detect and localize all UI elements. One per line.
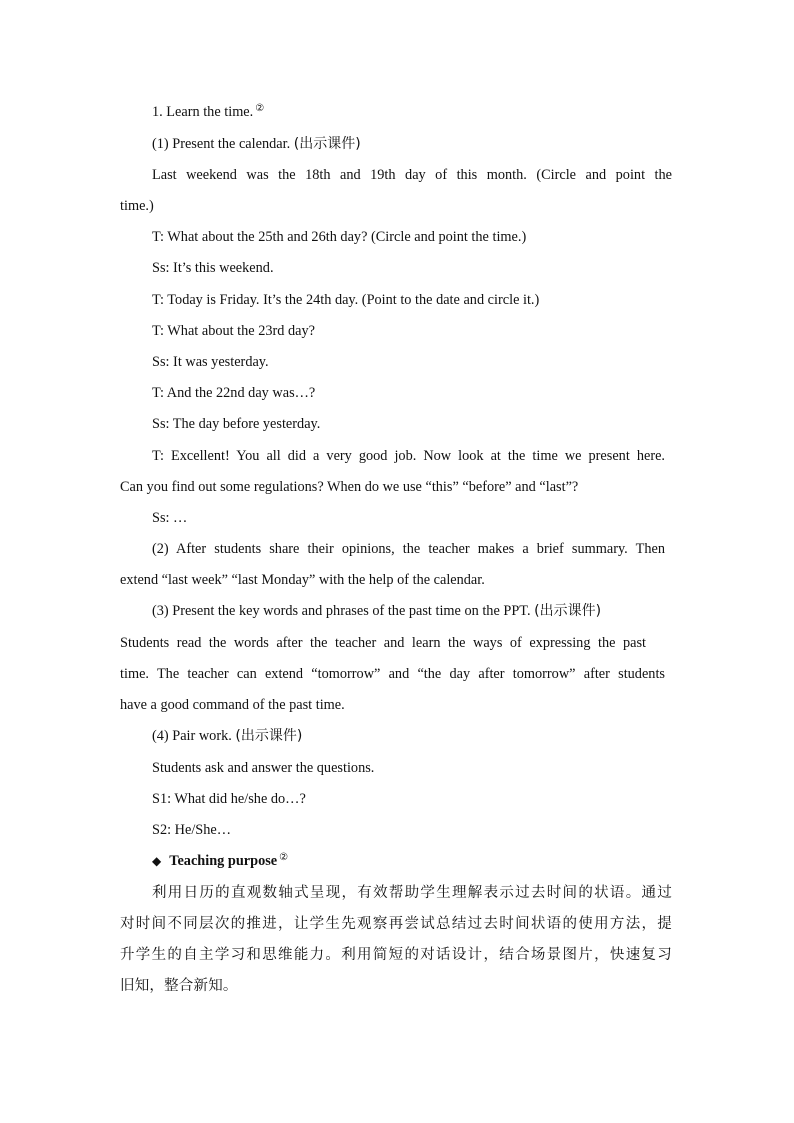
section-heading bbox=[152, 103, 264, 121]
diamond-bullet-icon: ◆ bbox=[152, 854, 162, 868]
paragraph-line: time.) bbox=[120, 198, 154, 214]
chinese-paragraph-line: 升学生的自主学习和思维能力。利用简短的对话设计，结合场景图片，快速复习 bbox=[120, 947, 672, 963]
paragraph-line: Can you find out some regulations? When do we use “this” “before” and “last”? bbox=[120, 479, 579, 495]
courseware-note: (出示课件) bbox=[235, 728, 303, 744]
purpose-title: Teaching purpose bbox=[169, 853, 278, 869]
line-text: (4) Pair work. bbox=[152, 728, 236, 744]
dialogue-line: Ss: It was yesterday. bbox=[152, 354, 269, 370]
paragraph-line: Last weekend was the 18th and 19th day of this month. (Circle and point the bbox=[152, 167, 672, 183]
teaching-purpose-heading bbox=[152, 852, 288, 870]
paragraph-line: have a good command of the past time. bbox=[120, 697, 345, 713]
line-text: (1) Present the calendar. bbox=[152, 136, 294, 152]
chinese-paragraph-line: 旧知，整合新知。 bbox=[120, 978, 238, 994]
paragraph-line: Students ask and answer the questions. bbox=[152, 760, 375, 776]
dialogue-line: Ss: It’s this weekend. bbox=[152, 260, 274, 276]
dialogue-line: T: And the 22nd day was…? bbox=[152, 385, 316, 401]
step-4-line bbox=[152, 727, 302, 745]
courseware-note: (出示课件) bbox=[534, 603, 602, 619]
footnote-marker: ② bbox=[279, 852, 289, 863]
dialogue-line: Ss: … bbox=[152, 510, 188, 526]
dialogue-line: S1: What did he/she do…? bbox=[152, 791, 306, 807]
courseware-note: (出示课件) bbox=[293, 136, 361, 152]
line-text: 1. Learn the time. bbox=[152, 104, 254, 120]
footnote-marker: ② bbox=[255, 103, 265, 114]
paragraph-line: Students read the words after the teacher and learn the ways of expressing the past bbox=[120, 635, 646, 651]
paragraph-line: time. The teacher can extend “tomorrow” and “the day after tomorrow” after students bbox=[120, 666, 665, 682]
step-1-line bbox=[152, 135, 361, 153]
paragraph-line: extend “last week” “last Monday” with the help of the calendar. bbox=[120, 572, 485, 588]
dialogue-line: T: Excellent! You all did a very good job. Now look at the time we present here. bbox=[152, 448, 665, 464]
step-3-line bbox=[152, 602, 601, 620]
dialogue-line: T: What about the 23rd day? bbox=[152, 323, 315, 339]
line-text: (3) Present the key words and phrases of the past time on the PPT. bbox=[152, 603, 535, 619]
dialogue-line: S2: He/She… bbox=[152, 822, 232, 838]
dialogue-line: T: What about the 25th and 26th day? (Circle and point the time.) bbox=[152, 229, 527, 245]
paragraph-line: (2) After students share their opinions, the teacher makes a brief summary. Then bbox=[152, 541, 665, 557]
chinese-paragraph-line: 对时间不同层次的推进，让学生先观察再尝试总结过去时间状语的使用方法，提 bbox=[120, 916, 672, 932]
dialogue-line: Ss: The day before yesterday. bbox=[152, 416, 321, 432]
dialogue-line: T: Today is Friday. It’s the 24th day. (Point to the date and circle it.) bbox=[152, 292, 540, 308]
chinese-paragraph-line: 利用日历的直观数轴式呈现，有效帮助学生理解表示过去时间的状语。通过 bbox=[152, 885, 672, 901]
